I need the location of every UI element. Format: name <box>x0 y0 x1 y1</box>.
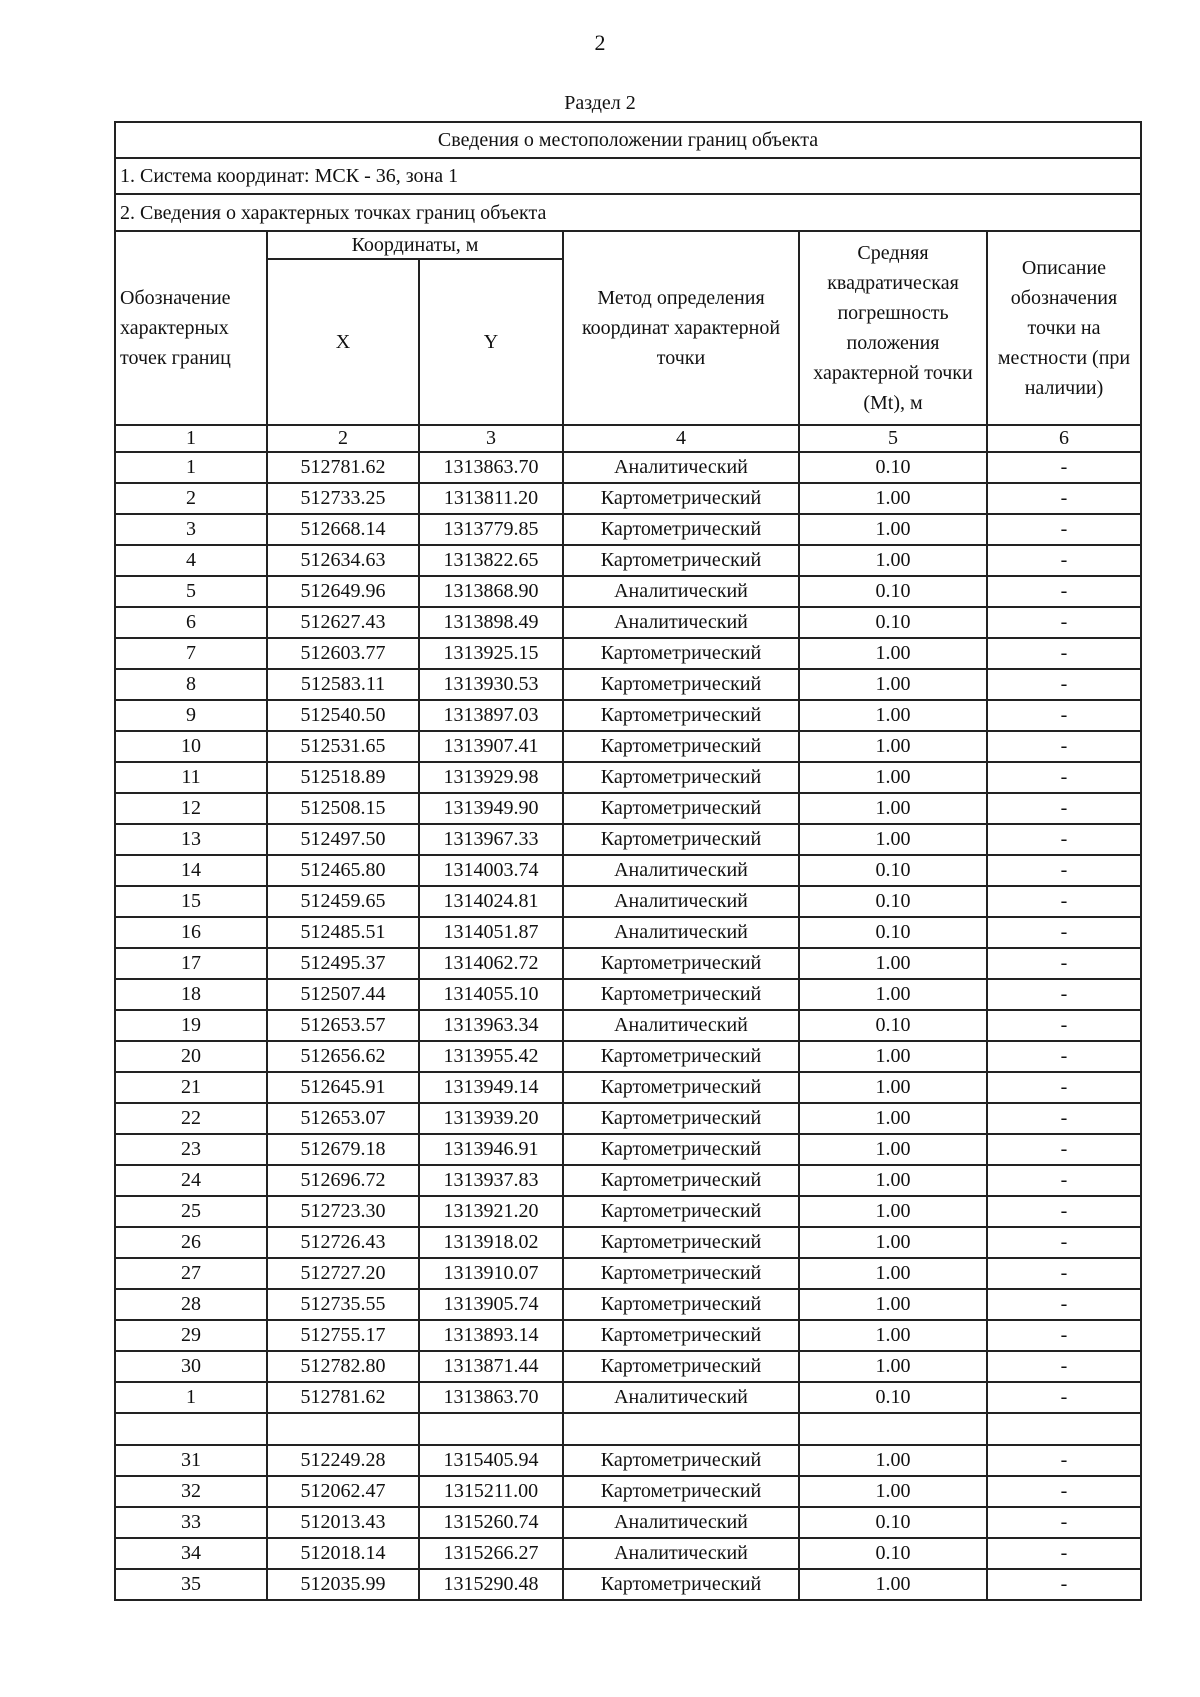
method-cell: Аналитический <box>563 886 799 917</box>
method-cell: Картометрический <box>563 1103 799 1134</box>
description-cell: - <box>987 1476 1141 1507</box>
description-cell: - <box>987 948 1141 979</box>
y-cell: 1313779.85 <box>419 514 563 545</box>
table-row <box>115 1320 1141 1351</box>
x-cell: 512485.51 <box>267 917 419 948</box>
y-cell: 1313921.20 <box>419 1196 563 1227</box>
description-cell: - <box>987 1507 1141 1538</box>
x-cell: 512035.99 <box>267 1569 419 1600</box>
header-x: X <box>267 259 419 425</box>
error-cell: 1.00 <box>799 1041 987 1072</box>
method-cell: Картометрический <box>563 669 799 700</box>
y-cell: 1313897.03 <box>419 700 563 731</box>
x-cell: 512755.17 <box>267 1320 419 1351</box>
error-cell: 0.10 <box>799 576 987 607</box>
table-row <box>115 1072 1141 1103</box>
method-cell: Картометрический <box>563 979 799 1010</box>
method-cell: Картометрический <box>563 483 799 514</box>
point-id-cell: 2 <box>115 483 267 514</box>
table-row <box>115 1351 1141 1382</box>
table-title: Сведения о местоположении границ объекта <box>115 122 1141 158</box>
y-cell: 1314003.74 <box>419 855 563 886</box>
method-cell: Картометрический <box>563 731 799 762</box>
x-cell: 512497.50 <box>267 824 419 855</box>
point-id-cell: 10 <box>115 731 267 762</box>
table-row <box>115 1103 1141 1134</box>
error-cell: 0.10 <box>799 886 987 917</box>
x-cell: 512781.62 <box>267 452 419 483</box>
y-cell: 1313929.98 <box>419 762 563 793</box>
method-cell: Картометрический <box>563 1227 799 1258</box>
point-id-cell: 33 <box>115 1507 267 1538</box>
table-row <box>115 917 1141 948</box>
point-id-cell: 12 <box>115 793 267 824</box>
method-cell: Картометрический <box>563 638 799 669</box>
y-cell: 1315405.94 <box>419 1445 563 1476</box>
point-id-cell: 17 <box>115 948 267 979</box>
error-cell: 1.00 <box>799 669 987 700</box>
error-cell: 1.00 <box>799 979 987 1010</box>
method-cell: Аналитический <box>563 576 799 607</box>
header-error: Средняя квадратическая погрешность положения характерной точки (Mt), м <box>799 231 987 425</box>
y-cell: 1314062.72 <box>419 948 563 979</box>
page-number: 2 <box>594 30 606 55</box>
header-coordinates: Координаты, м <box>267 231 563 259</box>
table-row <box>115 1041 1141 1072</box>
error-cell: 1.00 <box>799 1351 987 1382</box>
x-cell: 512507.44 <box>267 979 419 1010</box>
column-number: 4 <box>563 425 799 452</box>
x-cell: 512465.80 <box>267 855 419 886</box>
y-cell: 1314024.81 <box>419 886 563 917</box>
description-cell: - <box>987 1165 1141 1196</box>
method-cell: Картометрический <box>563 793 799 824</box>
x-cell: 512735.55 <box>267 1289 419 1320</box>
x-cell: 512531.65 <box>267 731 419 762</box>
column-number: 3 <box>419 425 563 452</box>
x-cell: 512649.96 <box>267 576 419 607</box>
method-cell: Картометрический <box>563 824 799 855</box>
description-cell: - <box>987 607 1141 638</box>
y-cell: 1313893.14 <box>419 1320 563 1351</box>
y-cell: 1313871.44 <box>419 1351 563 1382</box>
y-cell: 1313955.42 <box>419 1041 563 1072</box>
description-cell: - <box>987 452 1141 483</box>
table-row <box>115 979 1141 1010</box>
error-cell: 1.00 <box>799 762 987 793</box>
method-cell: Картометрический <box>563 762 799 793</box>
error-cell: 1.00 <box>799 731 987 762</box>
y-cell: 1315266.27 <box>419 1538 563 1569</box>
x-cell: 512726.43 <box>267 1227 419 1258</box>
table-row <box>115 855 1141 886</box>
error-cell: 1.00 <box>799 514 987 545</box>
table-row <box>115 700 1141 731</box>
y-cell: 1313863.70 <box>419 1382 563 1413</box>
table-row <box>115 824 1141 855</box>
method-cell: Картометрический <box>563 545 799 576</box>
table-row <box>115 1227 1141 1258</box>
method-cell: Картометрический <box>563 514 799 545</box>
method-cell: Картометрический <box>563 1320 799 1351</box>
y-cell: 1313930.53 <box>419 669 563 700</box>
point-id-cell: 22 <box>115 1103 267 1134</box>
error-cell: 1.00 <box>799 1258 987 1289</box>
error-cell: 1.00 <box>799 948 987 979</box>
description-cell: - <box>987 1196 1141 1227</box>
table-row <box>115 1476 1141 1507</box>
error-cell: 1.00 <box>799 1134 987 1165</box>
x-cell: 512508.15 <box>267 793 419 824</box>
y-cell: 1314051.87 <box>419 917 563 948</box>
error-cell: 1.00 <box>799 1320 987 1351</box>
method-cell: Картометрический <box>563 1134 799 1165</box>
description-cell: - <box>987 483 1141 514</box>
x-cell: 512723.30 <box>267 1196 419 1227</box>
x-cell: 512668.14 <box>267 514 419 545</box>
table-row <box>115 793 1141 824</box>
method-cell: Картометрический <box>563 1072 799 1103</box>
y-cell: 1313963.34 <box>419 1010 563 1041</box>
error-cell: 1.00 <box>799 1476 987 1507</box>
x-cell: 512656.62 <box>267 1041 419 1072</box>
table-row <box>115 514 1141 545</box>
error-cell: 1.00 <box>799 545 987 576</box>
x-cell: 512782.80 <box>267 1351 419 1382</box>
method-cell: Аналитический <box>563 1507 799 1538</box>
point-id-cell: 28 <box>115 1289 267 1320</box>
method-cell: Аналитический <box>563 1382 799 1413</box>
y-cell: 1313910.07 <box>419 1258 563 1289</box>
y-cell: 1313918.02 <box>419 1227 563 1258</box>
point-id-cell: 13 <box>115 824 267 855</box>
y-cell: 1313811.20 <box>419 483 563 514</box>
error-cell: 0.10 <box>799 855 987 886</box>
point-id-cell: 16 <box>115 917 267 948</box>
point-id-cell <box>115 1413 267 1445</box>
x-cell: 512013.43 <box>267 1507 419 1538</box>
error-cell: 1.00 <box>799 700 987 731</box>
error-cell: 1.00 <box>799 638 987 669</box>
x-cell: 512062.47 <box>267 1476 419 1507</box>
method-cell: Картометрический <box>563 1289 799 1320</box>
error-cell: 1.00 <box>799 793 987 824</box>
description-cell: - <box>987 545 1141 576</box>
y-cell: 1313925.15 <box>419 638 563 669</box>
error-cell: 1.00 <box>799 1072 987 1103</box>
table-row <box>115 1165 1141 1196</box>
description-cell: - <box>987 824 1141 855</box>
point-id-cell: 30 <box>115 1351 267 1382</box>
description-cell: - <box>987 731 1141 762</box>
description-cell: - <box>987 1569 1141 1600</box>
table-row <box>115 1258 1141 1289</box>
point-id-cell: 3 <box>115 514 267 545</box>
method-cell: Аналитический <box>563 1538 799 1569</box>
description-cell: - <box>987 1258 1141 1289</box>
point-id-cell: 34 <box>115 1538 267 1569</box>
point-id-cell: 7 <box>115 638 267 669</box>
description-cell: - <box>987 1072 1141 1103</box>
boundary-points-table <box>114 121 1142 1601</box>
description-cell: - <box>987 762 1141 793</box>
points-heading: 2. Сведения о характерных точках границ объекта <box>115 194 1141 231</box>
description-cell: - <box>987 638 1141 669</box>
method-cell: Аналитический <box>563 452 799 483</box>
x-cell: 512634.63 <box>267 545 419 576</box>
header-method: Метод определения координат характерной точки <box>563 231 799 425</box>
x-cell: 512733.25 <box>267 483 419 514</box>
point-id-cell: 5 <box>115 576 267 607</box>
description-cell: - <box>987 700 1141 731</box>
y-cell: 1315290.48 <box>419 1569 563 1600</box>
table-row <box>115 886 1141 917</box>
table-row <box>115 638 1141 669</box>
description-cell <box>987 1413 1141 1445</box>
point-id-cell: 1 <box>115 452 267 483</box>
y-cell: 1315211.00 <box>419 1476 563 1507</box>
y-cell: 1313946.91 <box>419 1134 563 1165</box>
description-cell: - <box>987 1289 1141 1320</box>
column-number: 5 <box>799 425 987 452</box>
description-cell: - <box>987 1041 1141 1072</box>
x-cell: 512540.50 <box>267 700 419 731</box>
method-cell: Картометрический <box>563 700 799 731</box>
error-cell: 1.00 <box>799 1445 987 1476</box>
table-row <box>115 1569 1141 1600</box>
table-row <box>115 669 1141 700</box>
y-cell: 1313822.65 <box>419 545 563 576</box>
y-cell: 1313939.20 <box>419 1103 563 1134</box>
x-cell: 512696.72 <box>267 1165 419 1196</box>
point-id-cell: 14 <box>115 855 267 886</box>
y-cell: 1313905.74 <box>419 1289 563 1320</box>
error-cell: 0.10 <box>799 1538 987 1569</box>
method-cell: Аналитический <box>563 607 799 638</box>
point-id-cell: 15 <box>115 886 267 917</box>
point-id-cell: 9 <box>115 700 267 731</box>
y-cell: 1313949.14 <box>419 1072 563 1103</box>
point-id-cell: 32 <box>115 1476 267 1507</box>
table-row <box>115 452 1141 483</box>
description-cell: - <box>987 669 1141 700</box>
y-cell: 1313949.90 <box>419 793 563 824</box>
table-row <box>115 948 1141 979</box>
description-cell: - <box>987 855 1141 886</box>
description-cell: - <box>987 1320 1141 1351</box>
x-cell <box>267 1413 419 1445</box>
error-cell: 1.00 <box>799 1165 987 1196</box>
y-cell: 1313937.83 <box>419 1165 563 1196</box>
method-cell: Аналитический <box>563 1010 799 1041</box>
x-cell: 512459.65 <box>267 886 419 917</box>
x-cell: 512583.11 <box>267 669 419 700</box>
y-cell: 1313868.90 <box>419 576 563 607</box>
description-cell: - <box>987 793 1141 824</box>
point-id-cell: 23 <box>115 1134 267 1165</box>
description-cell: - <box>987 1010 1141 1041</box>
column-number: 6 <box>987 425 1141 452</box>
table-row <box>115 545 1141 576</box>
point-id-cell: 1 <box>115 1382 267 1413</box>
description-cell: - <box>987 1351 1141 1382</box>
description-cell: - <box>987 1134 1141 1165</box>
point-id-cell: 27 <box>115 1258 267 1289</box>
description-cell: - <box>987 1382 1141 1413</box>
description-cell: - <box>987 576 1141 607</box>
error-cell: 0.10 <box>799 452 987 483</box>
y-cell: 1315260.74 <box>419 1507 563 1538</box>
description-cell: - <box>987 1103 1141 1134</box>
description-cell: - <box>987 514 1141 545</box>
header-y: Y <box>419 259 563 425</box>
method-cell: Аналитический <box>563 855 799 886</box>
table-row <box>115 1196 1141 1227</box>
point-id-cell: 6 <box>115 607 267 638</box>
point-id-cell: 4 <box>115 545 267 576</box>
error-cell: 0.10 <box>799 1010 987 1041</box>
column-number-row <box>115 425 1141 452</box>
description-cell: - <box>987 1227 1141 1258</box>
x-cell: 512781.62 <box>267 1382 419 1413</box>
point-id-cell: 25 <box>115 1196 267 1227</box>
column-number: 2 <box>267 425 419 452</box>
method-cell: Картометрический <box>563 1258 799 1289</box>
table-row <box>115 762 1141 793</box>
point-id-cell: 31 <box>115 1445 267 1476</box>
x-cell: 512653.57 <box>267 1010 419 1041</box>
section-title: Раздел 2 <box>564 92 636 114</box>
method-cell: Картометрический <box>563 1569 799 1600</box>
point-id-cell: 20 <box>115 1041 267 1072</box>
error-cell: 0.10 <box>799 607 987 638</box>
description-cell: - <box>987 917 1141 948</box>
table-row <box>115 607 1141 638</box>
y-cell <box>419 1413 563 1445</box>
table-row <box>115 1382 1141 1413</box>
point-id-cell: 26 <box>115 1227 267 1258</box>
table-row <box>115 483 1141 514</box>
y-cell: 1314055.10 <box>419 979 563 1010</box>
x-cell: 512018.14 <box>267 1538 419 1569</box>
error-cell: 1.00 <box>799 1289 987 1320</box>
point-id-cell: 35 <box>115 1569 267 1600</box>
point-id-cell: 21 <box>115 1072 267 1103</box>
table-row <box>115 1445 1141 1476</box>
description-cell: - <box>987 1538 1141 1569</box>
y-cell: 1313898.49 <box>419 607 563 638</box>
point-id-cell: 11 <box>115 762 267 793</box>
error-cell: 1.00 <box>799 1196 987 1227</box>
method-cell <box>563 1413 799 1445</box>
point-id-cell: 18 <box>115 979 267 1010</box>
method-cell: Картометрический <box>563 1351 799 1382</box>
table-row <box>115 1134 1141 1165</box>
method-cell: Картометрический <box>563 1476 799 1507</box>
point-id-cell: 29 <box>115 1320 267 1351</box>
error-cell <box>799 1413 987 1445</box>
header-designation: Обозначение характерных точек границ <box>115 231 267 425</box>
header-description: Описание обозначения точки на местности (при наличии) <box>987 231 1141 425</box>
y-cell: 1313863.70 <box>419 452 563 483</box>
point-id-cell: 8 <box>115 669 267 700</box>
x-cell: 512518.89 <box>267 762 419 793</box>
error-cell: 1.00 <box>799 483 987 514</box>
y-cell: 1313967.33 <box>419 824 563 855</box>
method-cell: Аналитический <box>563 917 799 948</box>
table-row <box>115 731 1141 762</box>
method-cell: Картометрический <box>563 1445 799 1476</box>
error-cell: 0.10 <box>799 1382 987 1413</box>
column-number: 1 <box>115 425 267 452</box>
x-cell: 512645.91 <box>267 1072 419 1103</box>
description-cell: - <box>987 886 1141 917</box>
description-cell: - <box>987 979 1141 1010</box>
error-cell: 0.10 <box>799 1507 987 1538</box>
method-cell: Картометрический <box>563 1041 799 1072</box>
x-cell: 512679.18 <box>267 1134 419 1165</box>
point-id-cell: 19 <box>115 1010 267 1041</box>
x-cell: 512603.77 <box>267 638 419 669</box>
description-cell: - <box>987 1445 1141 1476</box>
error-cell: 1.00 <box>799 1227 987 1258</box>
point-id-cell: 24 <box>115 1165 267 1196</box>
y-cell: 1313907.41 <box>419 731 563 762</box>
error-cell: 1.00 <box>799 1569 987 1600</box>
table-row-blank <box>115 1413 1141 1445</box>
method-cell: Картометрический <box>563 1165 799 1196</box>
table-row <box>115 1289 1141 1320</box>
x-cell: 512249.28 <box>267 1445 419 1476</box>
x-cell: 512495.37 <box>267 948 419 979</box>
table-row <box>115 1538 1141 1569</box>
x-cell: 512653.07 <box>267 1103 419 1134</box>
error-cell: 1.00 <box>799 1103 987 1134</box>
error-cell: 1.00 <box>799 824 987 855</box>
method-cell: Картометрический <box>563 948 799 979</box>
table-row <box>115 576 1141 607</box>
table-row <box>115 1010 1141 1041</box>
x-cell: 512727.20 <box>267 1258 419 1289</box>
error-cell: 0.10 <box>799 917 987 948</box>
table-row <box>115 1507 1141 1538</box>
x-cell: 512627.43 <box>267 607 419 638</box>
coordinate-system: 1. Система координат: МСК - 36, зона 1 <box>115 158 1141 194</box>
method-cell: Картометрический <box>563 1196 799 1227</box>
